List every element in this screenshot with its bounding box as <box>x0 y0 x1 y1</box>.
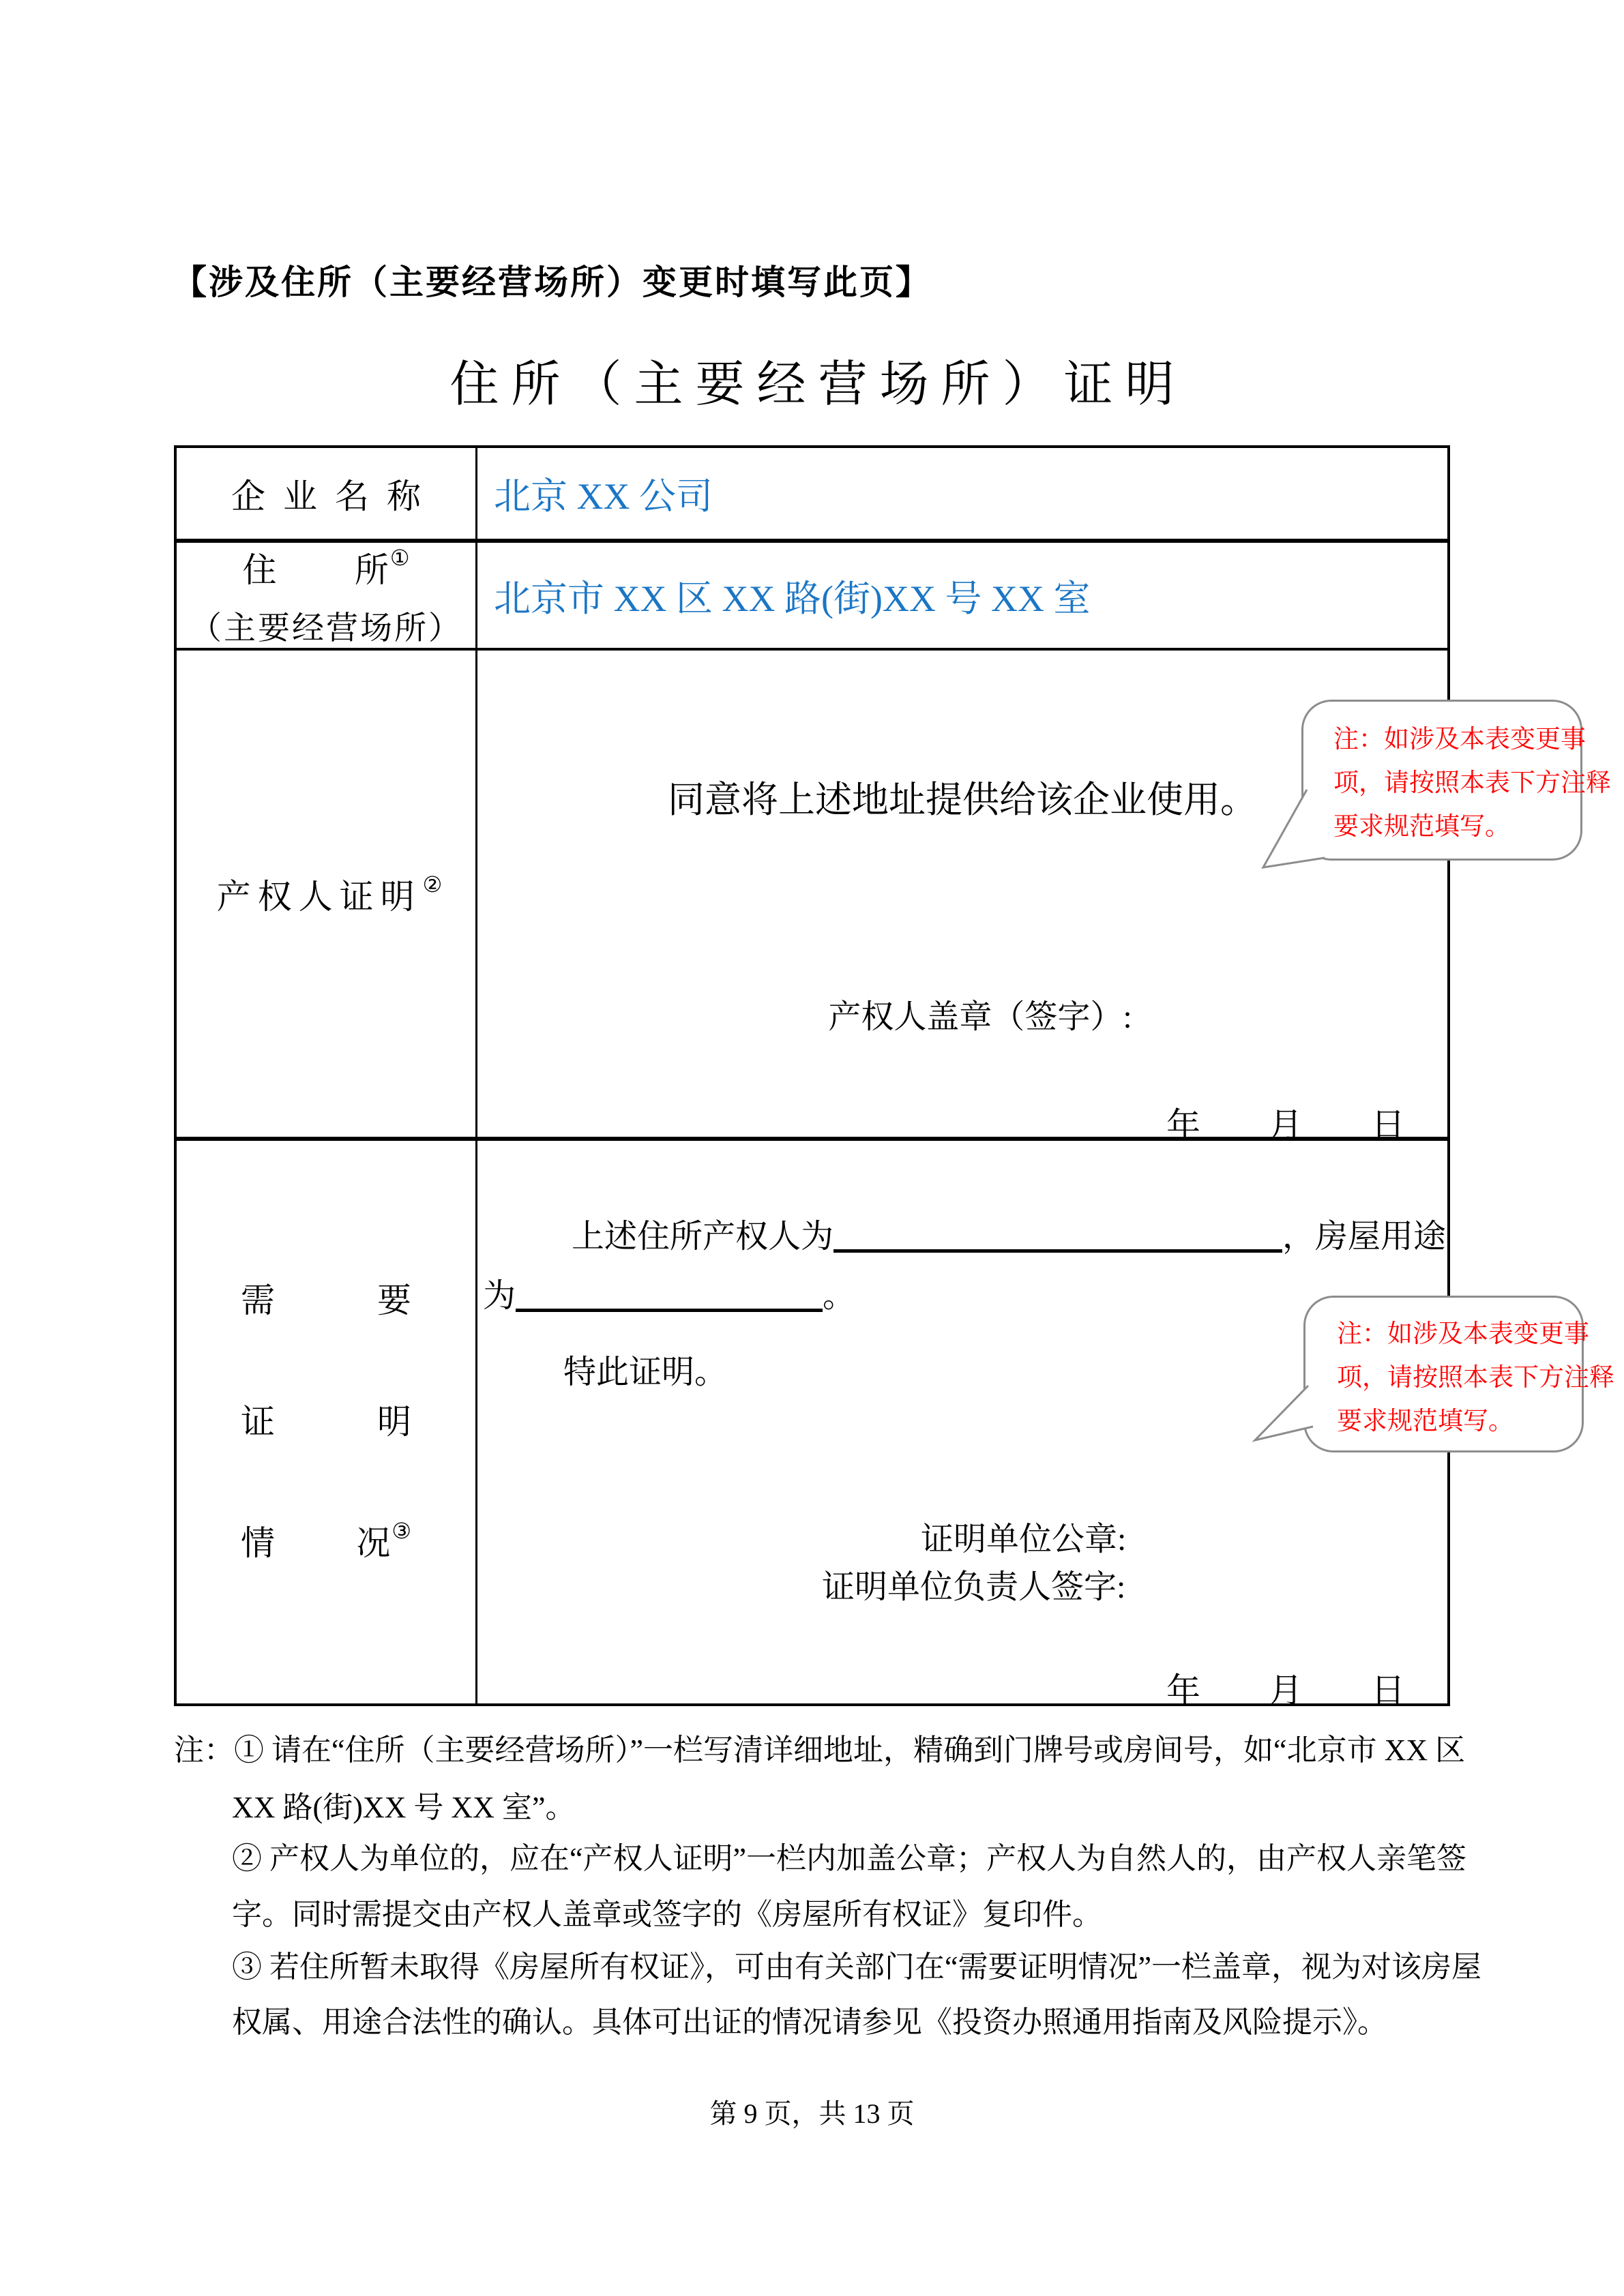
unit-sign-line: 证明单位负责人签字: <box>822 1569 1126 1605</box>
note-line-5: ③ 若住所暂未取得《房屋所有权证》，可由有关部门在“需要证明情况”一栏盖章，视为对该房屋 <box>232 1950 1482 1984</box>
owner-date-line: 年 月 日 <box>1166 1106 1405 1144</box>
callout-bubble-2: 注：如涉及本表变更事 项，请按照本表下方注释 要求规范填写。 <box>1303 1296 1584 1452</box>
address-label-line2: （主要经营场所） <box>190 610 462 646</box>
address-label-line1 <box>243 543 410 592</box>
note-line-4: 字。同时需提交由产权人盖章或签字的《房屋所有权证》复印件。 <box>232 1898 1102 1931</box>
callout-bubble-1: 注：如涉及本表变更事 项，请按照本表下方注释 要求规范填写。 <box>1301 700 1582 861</box>
owner-seal-line: 产权人盖章（签字）: <box>828 999 1132 1035</box>
callout-1-tail <box>1255 784 1337 876</box>
address-label-char2: 所① <box>354 545 410 589</box>
needed-cert-label-line1: 需 要 <box>241 1281 411 1320</box>
owner-cert-label <box>177 651 477 1137</box>
company-name-value <box>477 448 1447 539</box>
blank-underline-usage <box>516 1279 823 1312</box>
company-name-label: 企业名称 <box>177 448 477 539</box>
address-label-char1: 住 <box>242 550 277 589</box>
footnote-2-marker: ② <box>422 871 443 897</box>
page-number: 第 9 页，共 13 页 <box>709 2098 915 2129</box>
note-line-1: 注：① 请在“住所（主要经营场所）”一栏写清详细地址，精确到门牌号或房间号，如“北京市 XX 区 <box>174 1733 1466 1767</box>
unit-date-line: 年 月 日 <box>1166 1671 1405 1710</box>
needed-cert-char-kuang: 况③ <box>356 1518 411 1562</box>
table-row-address <box>177 543 1447 651</box>
owner-fill-line2: 为 。 <box>483 1278 856 1314</box>
needed-cert-label <box>177 1141 477 1703</box>
table-row-owner-cert <box>177 651 1447 1144</box>
owner-fill-line1: 上述住所产权人为 ，房屋用途 <box>572 1219 1447 1255</box>
blank-underline-owner <box>833 1219 1282 1253</box>
footnote-1-marker: ① <box>389 545 410 570</box>
needed-cert-label-line3: 情 况③ <box>241 1516 411 1565</box>
note-line-6: 权属、用途合法性的确认。具体可出证的情况请参见《投资办照通用指南及风险提示》。 <box>232 2006 1387 2039</box>
note-line-3: ② 产权人为单位的，应在“产权人证明”一栏内加盖公章；产权人为自然人的，由产权人亲笔签 <box>232 1842 1467 1875</box>
company-name-text: 北京 XX 公司 <box>494 476 713 517</box>
hereby-statement: 特此证明。 <box>563 1354 728 1390</box>
needed-cert-label-block <box>241 1273 411 1565</box>
note-line-2: XX 路(街)XX 号 XX 室”。 <box>232 1791 576 1824</box>
address-value <box>477 543 1447 648</box>
consent-statement: 同意将上述地址提供给该企业使用。 <box>668 779 1257 820</box>
page-header-note: 【涉及住所（主要经营场所）变更时填写此页】 <box>173 263 932 301</box>
callout-2-tail <box>1247 1377 1322 1449</box>
needed-cert-label-line2: 证 明 <box>241 1402 411 1441</box>
footnote-3-marker: ③ <box>392 1518 411 1543</box>
page-title: 住所（主要经营场所）证明 <box>449 357 1187 412</box>
address-label <box>177 543 477 648</box>
premises-proof-table <box>174 445 1450 1710</box>
unit-seal-line: 证明单位公章: <box>921 1521 1127 1557</box>
owner-cert-label-text: 产权人证明② <box>216 871 443 916</box>
table-row-company <box>177 448 1447 543</box>
address-text: 北京市 XX 区 XX 路(街)XX 号 XX 室 <box>494 578 1091 619</box>
